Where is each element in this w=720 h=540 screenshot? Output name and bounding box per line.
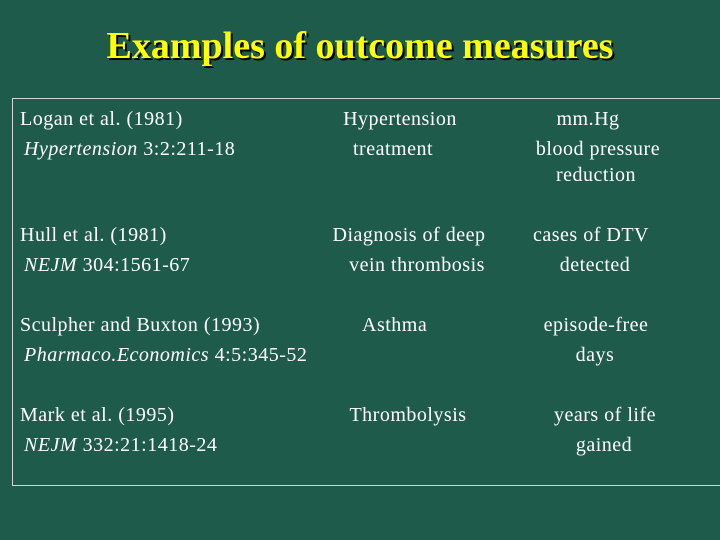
study-citation [24,134,235,164]
measure-text: detected [559,254,631,276]
citation-ref: 304:1561-67 [77,254,191,276]
study-name: Mark et al. (1995) [20,404,175,426]
measure-text: reduction [555,164,637,186]
study-name: Logan et al. (1981) [20,108,183,130]
citation-ref: 4:5:345-52 [209,344,308,366]
measure-text: gained [575,434,633,456]
citation-ref: 332:21:1418-24 [77,434,218,456]
journal-name: NEJM [24,254,78,276]
study-citation [24,250,190,280]
condition-text: Thrombolysis [349,404,467,426]
measure-text: blood pressure [535,138,661,160]
condition-text: Diagnosis of deep [332,224,486,246]
slide-title: Examples of outcome measures [106,25,614,67]
journal-name: Pharmaco.Economics [24,344,210,366]
study-name: Hull et al. (1981) [20,224,167,246]
measure-text: mm.Hg [556,108,620,130]
condition-text: Asthma [362,314,428,336]
condition-text: vein thrombosis [349,254,485,276]
citation-ref: 3:2:211-18 [137,138,236,160]
measure-text: cases of DTV [533,224,649,246]
condition-text: Hypertension [343,108,457,130]
study-citation [24,340,307,370]
journal-name: NEJM [24,434,78,456]
measure-text: episode-free [543,314,649,336]
journal-name: Hypertension [24,138,138,160]
measure-text: years of life [553,404,656,426]
study-name: Sculpher and Buxton (1993) [20,314,261,336]
condition-text: treatment [352,138,434,160]
study-citation [24,430,217,460]
measure-text: days [575,344,615,366]
